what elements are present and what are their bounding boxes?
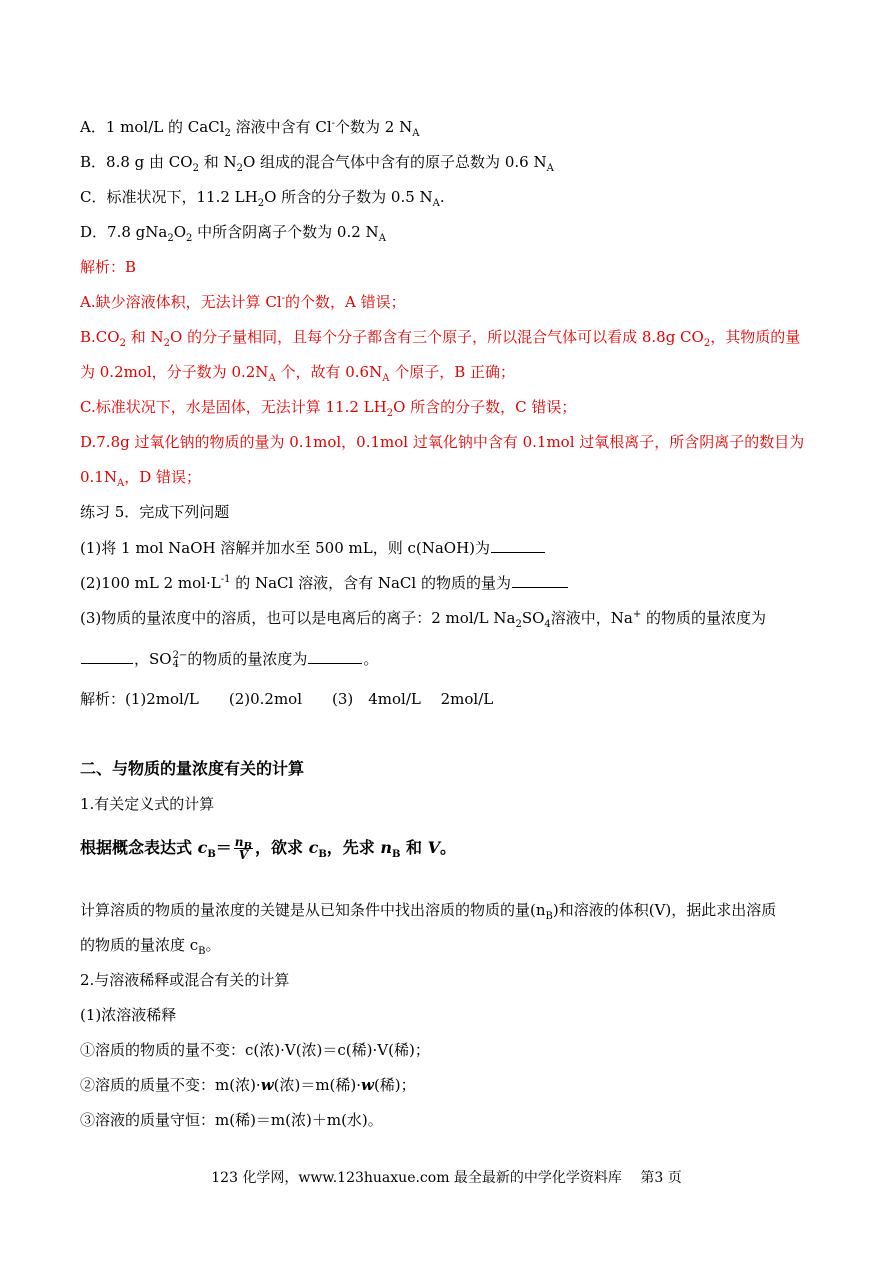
exercise-q2: (2)100 mL 2 $mol\cdot L^{-1}$ 的 NaCl 溶液，含有 NaCl 的物质的量为 bbox=[80, 573, 569, 593]
exercise-title: 练习 5．完成下列问题 bbox=[80, 503, 230, 521]
option-d: D．7.8 $gNa_2O_2$ 中所含阴离子个数为 0.2 $N_A$ bbox=[80, 223, 386, 244]
section-heading: 二、与物质的量浓度有关的计算 bbox=[80, 759, 305, 778]
fraction: $\frac{n_B}{V}$ bbox=[234, 835, 252, 862]
option-c: C．标准状况下，11.2 $LH_2O$ 所含的分子数为 0.5 $N_A$. bbox=[80, 188, 445, 209]
exercise-q1: (1)将 1 mol NaOH 溶解并加水至 500 mL，则 c(NaOH)为 bbox=[80, 538, 546, 558]
analysis-a: A.缺少溶液体积，无法计算 Cl-的个数，A 错误； bbox=[80, 293, 406, 311]
analysis-d-line2: $0.1N_A$，D 错误； bbox=[80, 468, 202, 489]
answer-blank[interactable] bbox=[81, 649, 133, 664]
rule-2: ②溶质的质量不变：m(浓)·w(浓)＝m(稀)·w(稀)； bbox=[80, 1076, 416, 1094]
answer-blank[interactable] bbox=[308, 649, 362, 664]
exercise-q3: (3)物质的量浓度中的溶质，也可以是电离后的离子：2 mol/L $Na_2SO_4$溶液中，Na+ 的物质的量浓度为 bbox=[80, 609, 767, 630]
option-a: A．1 mol/L 的 CaCl$_2$ 溶液中含有 Cl-个数为 2 $N_A$ bbox=[80, 118, 420, 139]
answer-blank[interactable] bbox=[491, 538, 545, 553]
page-footer: 123 化学网，www.123huaxue.com 最全最新的中学化学资料库 第3 页 bbox=[211, 1170, 682, 1186]
paragraph-2: 的物质的量浓度 $c_B$。 bbox=[80, 936, 221, 957]
exercise-q3-cont: ，SO 2− 4 的物质的量浓度为 。 bbox=[80, 649, 378, 669]
analysis-d-line1: D.7.8g 过氧化钠的物质的量为 0.1mol，0.1mol 过氧化钠中含有 0.1mol 过氧根离子，所含阴离子的数目为 bbox=[80, 433, 805, 451]
paragraph-1: 计算溶质的物质的量浓度的关键是从已知条件中找出溶质的物质的量$(n_B)$和溶液的体积(V)，据此求出溶质 bbox=[80, 901, 777, 922]
concept-formula: 根据概念表达式 $c_B=$ $\frac{n_B}{V}$ ，欲求 $c_B$，先求 $n_B$ 和 V。 bbox=[80, 835, 457, 862]
analysis-b-line2: 为 0.2mol，分子数为 $0.2N_A$ 个，故有 $0.6N_A$ 个原子，B 正确； bbox=[80, 363, 515, 384]
rule-1: ①溶质的物质的量不变：c(浓)·V(浓)＝c(稀)·V(稀)； bbox=[80, 1041, 430, 1059]
option-b: B．8.8 g 由 $CO_2$ 和 $N_2O$ 组成的混合气体中含有的原子总数为 0.6 $N_A$ bbox=[80, 153, 554, 174]
subsection-2a: (1)浓溶液稀释 bbox=[80, 1006, 177, 1024]
analysis-b-line1: $B.CO_2$ 和 $N_2O$ 的分子量相同，且每个分子都含有三个原子，所以混合气体可以看成 8.8g $CO_2$，其物质的量 bbox=[80, 328, 801, 349]
analysis-title: 解析：B bbox=[80, 258, 137, 276]
subsection-1: 1.有关定义式的计算 bbox=[80, 795, 215, 813]
answer-blank[interactable] bbox=[512, 573, 568, 588]
subsection-2: 2.与溶液稀释或混合有关的计算 bbox=[80, 971, 290, 989]
analysis-c: C.标准状况下，水是固体，无法计算 11.2 $LH_2O$ 所含的分子数，C 错误； bbox=[80, 398, 577, 419]
rule-3: ③溶液的质量守恒：m(稀)＝m(浓)＋m(水)。 bbox=[80, 1111, 383, 1129]
sulfate-charge: 2− 4 bbox=[172, 650, 188, 670]
exercise-answer: 解析：(1)2mol/L (2)0.2mol (3) 4mol/L 2mol/L bbox=[80, 690, 494, 708]
